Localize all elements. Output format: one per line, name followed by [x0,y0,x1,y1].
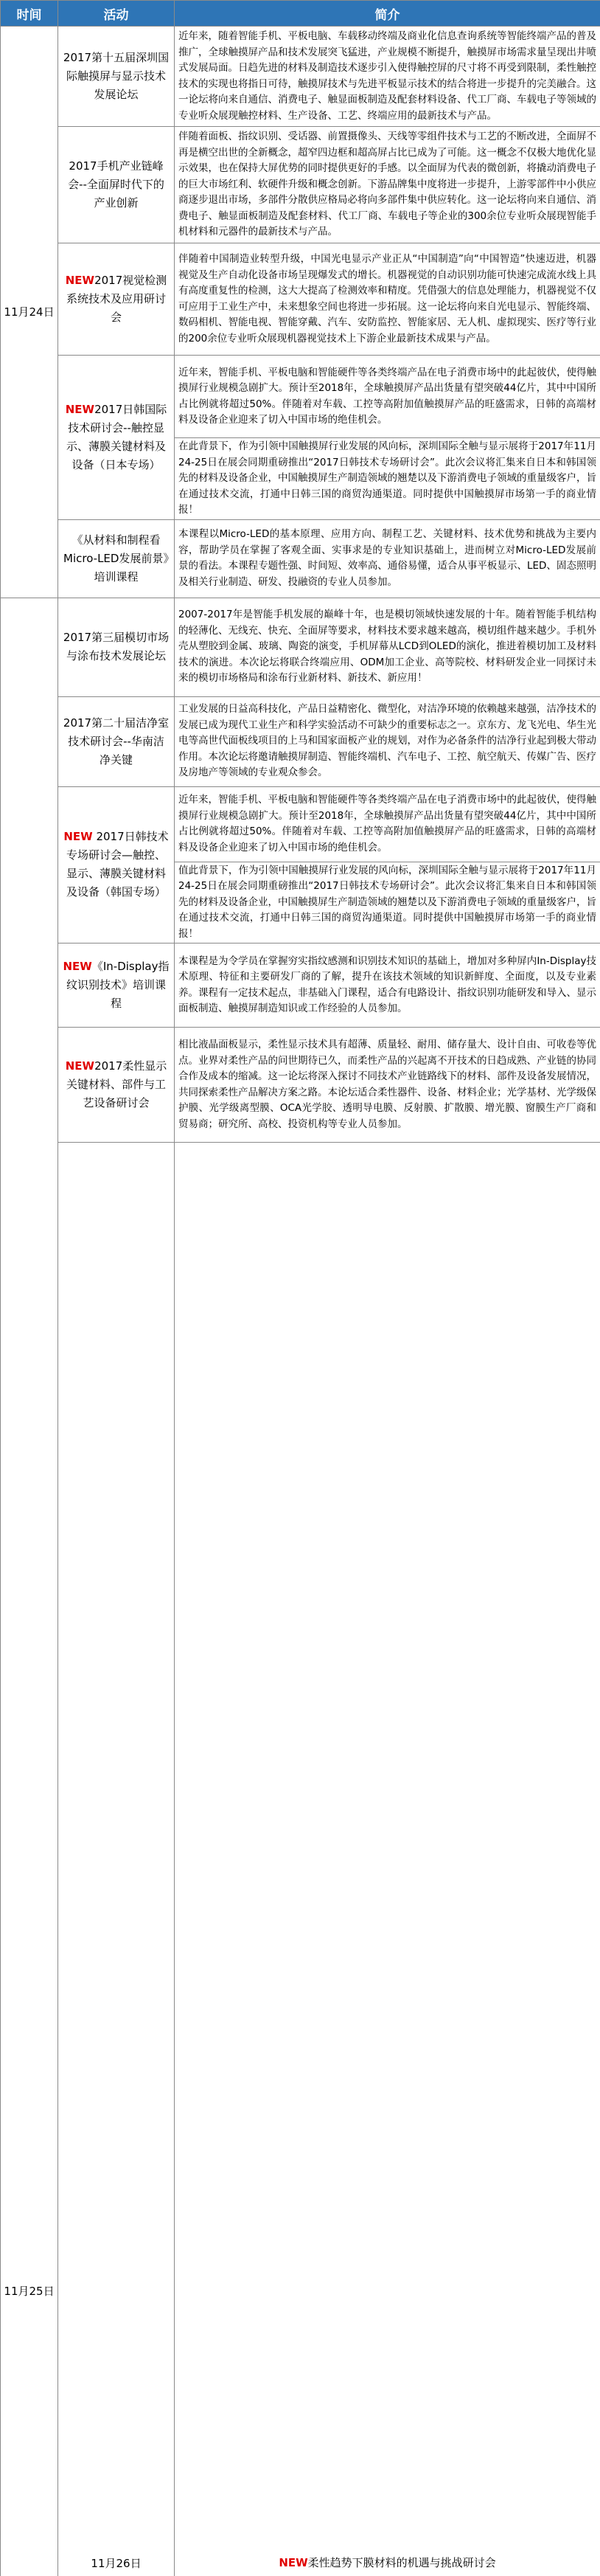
intro-text: 2007-2017年是智能手机发展的巅峰十年，也是模切领域快速发展的十年。随着智能手机结构的轻薄化、无线充、快充、全面屏等要求，材料技术要求越来越高，模切组件越来越少。手机外壳从塑胶到金属、玻璃、陶瓷的演变，手机屏幕从LCD到OLED的演化，推进着模切加工及材料技术的演进。本次论坛将联合终端应用、ODM加工企业、高等院校、材料研发企业一同探讨未来的模切市场格局和涂布行业新材料、新技术、新应用！ [178,607,596,687]
intro-text: 近年来，随着智能手机、平板电脑、车载移动终端及商业化信息查询系统等智能终端产品的普及推广，全球触摸屏产品和技术发展突飞猛进，产业规模不断提升，触摸屏市场需求量呈现出井喷式发展局面。日趋先进的材料及制造技术逐步引入使得触控屏的尺寸将不再受到限制，柔性触控技术的实现也将指日可待，触摸屏技术与先进平板显示技术的结合将进一步提升的完美融合。这一论坛将向来自通信、消费电子、触显面板制造及配套材料设备、代工厂商、车载电子等领域的专业听众展现触控材料、生产设备、工艺、终端应用的最新技术与产品。 [178,29,596,124]
header-row [1,1,600,27]
intro-cell [175,438,600,520]
intro-cell [175,243,600,356]
date-cell: 11月26日 [58,1143,175,2576]
table-row [1,696,600,786]
activity-cell [58,1028,175,1143]
date-cell: 11月24日 [1,27,58,598]
intro-cell [175,786,600,862]
activity-title: 《从材料和制程看Micro-LED发展前景》培训课程 [63,533,169,584]
activity-cell [58,356,175,520]
activity-cell [58,127,175,243]
intro-text: 在此背景下，作为引领中国触摸屏行业发展的风向标，深圳国际全触与显示展将于2017年11月24-25日在展会同期重磅推出“2017日韩技术专场研讨会”。此次会议将汇集来自日本和韩国领先的材料及设备企业，中国触摸屏生产制造领域的翘楚以及下游消费电子领域的重量级客户，旨在通过技术交流，打通中日韩三国的商贸沟通渠道。同时提供中国触摸屏市场第一手的商业情报！ [178,439,596,519]
intro-cell [175,862,600,944]
new-badge: NEW [63,830,92,843]
intro-cell [175,944,600,1028]
intro-text: 本课程以Micro-LED的基本原理、应用方向、制程工艺、关键材料、技术优势和挑战为主要内容，帮助学员在掌握了客观全面、实事求是的专业知识基础上，进而树立对Micro-LED发展前景的看法。本课程专题性强、时间短、效率高、通俗易懂，适合从事平板显示、LED、固态照明及相关行业制造、研发、投融资的专业人员参加。 [178,527,596,590]
new-badge: NEW [66,1059,94,1073]
table-row [1,1028,600,1143]
activity-cell [58,27,175,127]
table-row [1,27,600,127]
activity-title: 2017日韩技术专场研讨会—触控、显示、薄膜关键材料及设备（韩国专场） [66,830,169,899]
intro-text: 工业发展的日益高科技化，产品日益精密化、微型化，对洁净环境的依赖越来越强，洁净技术的发展已成为现代工业生产和科学实验活动不可缺少的重要标志之一。京东方、龙飞光电、华生光电等高世代面板线项目的上马和国家面板产业的规划，对作为必备条件的洁净行业起到极大带动作用。本次论坛将邀请触摸屏制造、智能终端机、汽车电子、工控、航空航天、传媒广告、医疗及房地产等领域的专业观众参会。 [178,702,596,781]
intro-text: 伴随着中国制造业转型升级，中国光电显示产业正从“中国制造”向“中国智造”快速迈进，机器视觉及生产自动化设备市场呈现爆发式的增长。机器视觉的自动识别功能可快速完成流水线上具有高度重复性的检测，这大大提高了检测效率和精度。凭借强大的信息处理能力，机器视觉不仅可应用于工业生产中，未来想象空间也将进一步拓展。这一论坛将向来自光电显示、智能终端、数码相机、智能电视、智能穿戴、汽车、安防监控、智能家居、无人机、虚拟现实、医疗等行业的200余位专业听众展现机器视觉技术上下游企业最新技术成果与产品。 [178,252,596,347]
activity-cell [175,1143,600,2576]
header-activity: 活动 [58,1,175,27]
table-row [1,127,600,243]
activity-title: 2017柔性显示关键材料、部件与工艺设备研讨会 [66,1059,167,1109]
intro-cell [175,127,600,243]
header-time: 时间 [1,1,58,27]
table-row [1,598,600,696]
intro-text: 本课程是为令学员在掌握穷实指纹感测和识别技术知识的基础上，增加对多种屏内In-Display技术原理、特征和主要研发厂商的了解，提升在该技术领域的知识新鲜度、全面度，以及专业素养。课程有一定技术起点，非基础入门课程，适合有电路设计、指纹识别功能研发和导入、显示面板制造、触摸屏制造知识或工作经验的人员参加。 [178,954,596,1017]
new-badge: NEW [66,274,94,287]
new-badge: NEW [279,2556,307,2569]
activity-title: 2017视觉检测系统技术及应用研讨会 [66,274,167,324]
intro-text: 伴随着面板、指纹识别、受话器、前置摄像头、天线等零组件技术与工艺的不断改进，全面屏不再是横空出世的全新概念，超窄四边框和超高屏占比已成为了可能。这一概念不仅极大地优化显示效果，也在保持大屏优势的同时提供更好的手感。以全面屏为代表的微创新，将撬动消费电子的巨大市场红利、软硬件升级和概念创新。下游品牌集中度将进一步提升，上游零部件中小供应商逐步退出市场，多部件分散供应格局必将向多部件集中供应转化。这一论坛将向来自通信、消费电子、触显面板制造及配套材料、代工厂商、车载电子等企业的300余位专业听众展现智能手机材料和元器件的最新技术与产品。 [178,129,596,240]
intro-text: 相比液晶面板显示，柔性显示技术具有超薄、质量轻、耐用、储存量大、设计自由、可收卷等优点。业界对柔性产品的问世期待已久，而柔性产品的兴起离不开技术的日趋成熟、产业链的协同合作及成本的缩减。这一论坛将深入探讨不同技术产业链路线下的材料、部件及设备发展情况，共同探索柔性产品解决方案之路。本论坛适合柔性器件、设备、材料企业；光学基材、光学级保护膜、光学级离型膜、OCA光学胶、透明导电膜、反射膜、扩散膜、增光膜、窗膜生产厂商和贸易商；研究所、高校、投资机构等专业人员参加。 [178,1037,596,1132]
activity-title: 柔性趋势下膜材料的机遇与挑战研讨会 [308,2556,496,2569]
activity-title: 2017日韩国际技术研讨会--触控显示、薄膜关键材料及设备（日本专场） [66,403,167,471]
table-row [1,243,600,356]
intro-cell [175,598,600,696]
activity-title: 2017第三届模切市场与涂布技术发展论坛 [63,631,169,662]
activity-cell [58,519,175,598]
intro-text: 近年来，智能手机、平板电脑和智能硬件等各类终端产品在电子消费市场中的此起彼伏，使得触摸屏行业规模急剧扩大。预计至2018年，全球触摸屏产品出货量有望突破44亿片，其中中国所占比例就将超过50%。伴随着对车载、工控等高附加值触摸屏产品的旺盛需求，日韩的高端材料及设备企业迎来了切入中国市场的绝佳机会。 [178,792,596,856]
activity-cell [58,944,175,1028]
date-cell: 11月25日 [1,598,58,2576]
table-row [1,356,600,438]
activity-title: 2017第十五届深圳国际触摸屏与显示技术发展论坛 [63,51,169,101]
activity-cell [58,243,175,356]
activity-title: 《In-Display指纹识别技术》培训课程 [66,960,170,1010]
activity-cell [58,786,175,944]
activity-cell [58,598,175,696]
table-row [1,519,600,598]
intro-cell [175,519,600,598]
intro-cell [175,696,600,786]
new-badge: NEW [66,403,94,416]
intro-cell [175,27,600,127]
intro-text: 值此背景下，作为引领中国触摸屏行业发展的风向标，深圳国际全触与显示展将于2017年11月24-25日在展会同期重磅推出“2017日韩技术专场研讨会”。此次会议将汇集来自日本和韩国领先的材料及设备企业，中国触摸屏生产制造领域的翘楚以及下游消费电子领域的重量级客户，旨在通过技术交流，打通中日韩三国的商贸沟通渠道。同时提供中国触摸屏市场第一手的商业情报！ [178,863,596,943]
table-row [1,944,600,1028]
intro-cell [175,1028,600,1143]
activity-title: 2017手机产业链峰会--全面屏时代下的产业创新 [68,159,164,210]
table-row [1,1143,600,2576]
header-intro: 简介 [175,1,600,27]
new-badge: NEW [63,960,92,973]
table-row [1,786,600,862]
activity-cell [58,696,175,786]
intro-cell [175,356,600,438]
intro-text: 近年来，智能手机、平板电脑和智能硬件等各类终端产品在电子消费市场中的此起彼伏，使得触摸屏行业规模急剧扩大。预计至2018年，全球触摸屏产品出货量有望突破44亿片，其中中国所占比例就将超过50%。伴随着对车载、工控等高附加值触摸屏产品的旺盛需求，日韩的高端材料及设备企业迎来了切入中国市场的绝佳机会。 [178,365,596,429]
activity-title: 2017第二十届洁净室技术研讨会--华南洁净关键 [63,716,169,766]
